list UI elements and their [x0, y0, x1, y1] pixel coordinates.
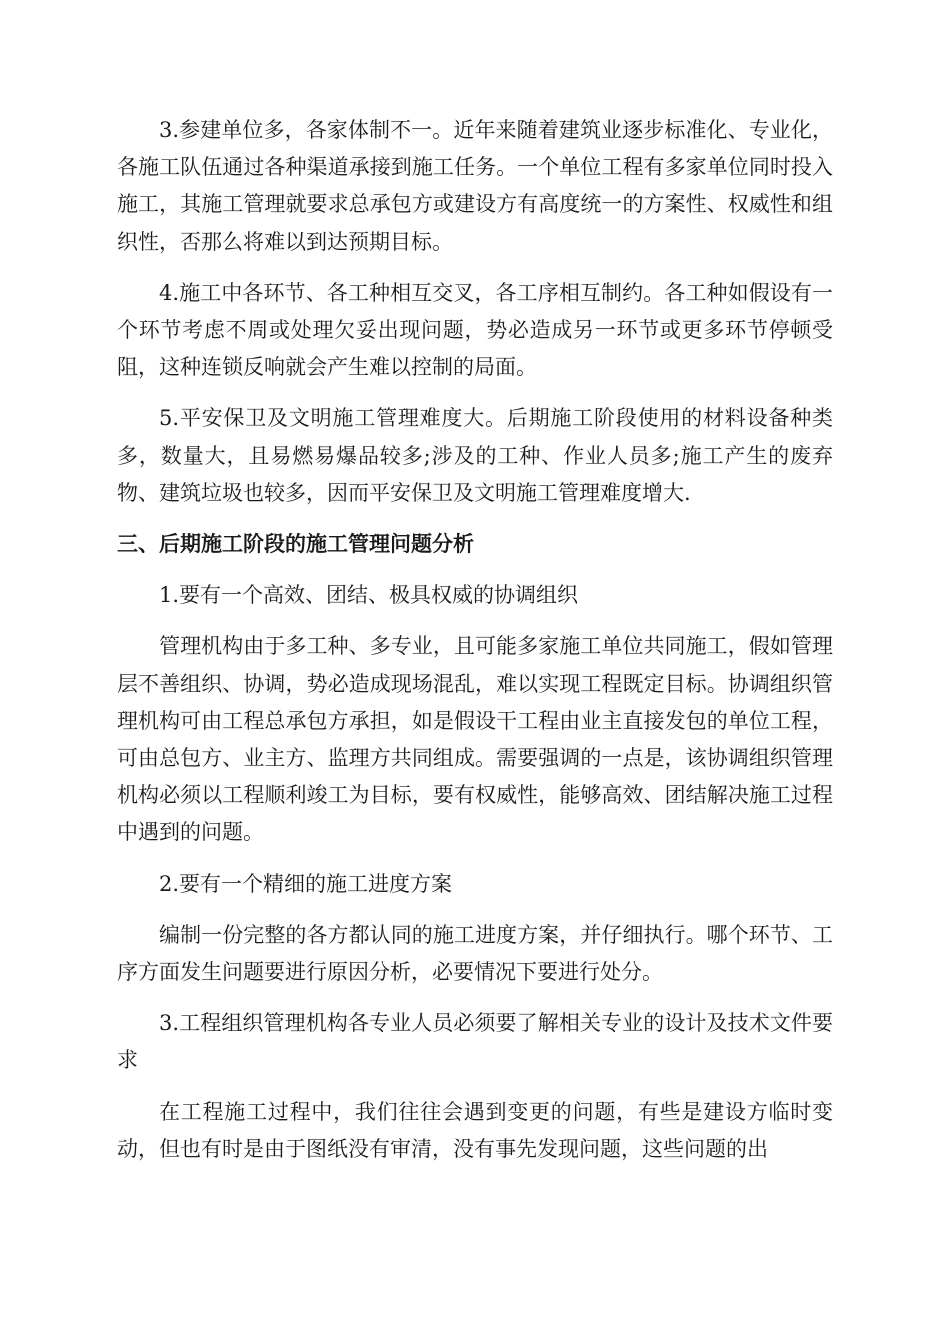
- paragraph-item-5: 5.平安保卫及文明施工管理难度大。后期施工阶段使用的材料设备种类多，数量大，且易燃易爆品较多;涉及的工种、作业人员多;施工产生的废弃物、建筑垃圾也较多，因而平安保卫及文明施工管理难度增大.: [117, 406, 833, 505]
- paragraph-changes: 在工程施工过程中，我们往往会遇到变更的问题，有些是建设方临时变动，但也有时是由于图纸没有审清，没有事先发现问题，这些问题的出: [117, 1099, 833, 1161]
- subheading-2: 2.要有一个精细的施工进度方案: [159, 871, 453, 896]
- paragraph-schedule: 编制一份完整的各方都认同的施工进度方案，并仔细执行。哪个环节、工序方面发生问题要进行原因分析，必要情况下要进行处分。: [117, 922, 833, 985]
- document-page: [117, 112, 833, 1182]
- paragraph-coordination: 管理机构由于多工种、多专业，且可能多家施工单位共同施工，假如管理层不善组织、协调，势必造成现场混乱，难以实现工程既定目标。协调组织管理机构可由工程总承包方承担，如是假设干工程由业主直接发包的单位工程，可由总包方、业主方、监理方共同组成。需要强调的一点是，该协调组织管理机构必须以工程顺利竣工为目标，要有权威性，能够高效、团结解决施工过程中遇到的问题。: [117, 634, 833, 845]
- subheading-1: 1.要有一个高效、团结、极具权威的协调组织: [159, 583, 579, 608]
- paragraph-item-3: 3.参建单位多，各家体制不一。近年来随着建筑业逐步标准化、专业化，各施工队伍通过各种渠道承接到施工任务。一个单位工程有多家单位同时投入施工，其施工管理就要求总承包方或建设方有高度统一的方案性、权威性和组织性，否那么将难以到达预期目标。: [117, 118, 833, 254]
- section-heading-3: 三、后期施工阶段的施工管理问题分析: [117, 532, 474, 557]
- paragraph-item-4: 4.施工中各环节、各工种相互交叉，各工序相互制约。各工种如假设有一个环节考虑不周或处理欠妥出现问题，势必造成另一环节或更多环节停顿受阻，这种连锁反响就会产生难以控制的局面。: [117, 280, 833, 380]
- subheading-3: 3.工程组织管理机构各专业人员必须要了解相关专业的设计及技术文件要求: [117, 1011, 833, 1073]
